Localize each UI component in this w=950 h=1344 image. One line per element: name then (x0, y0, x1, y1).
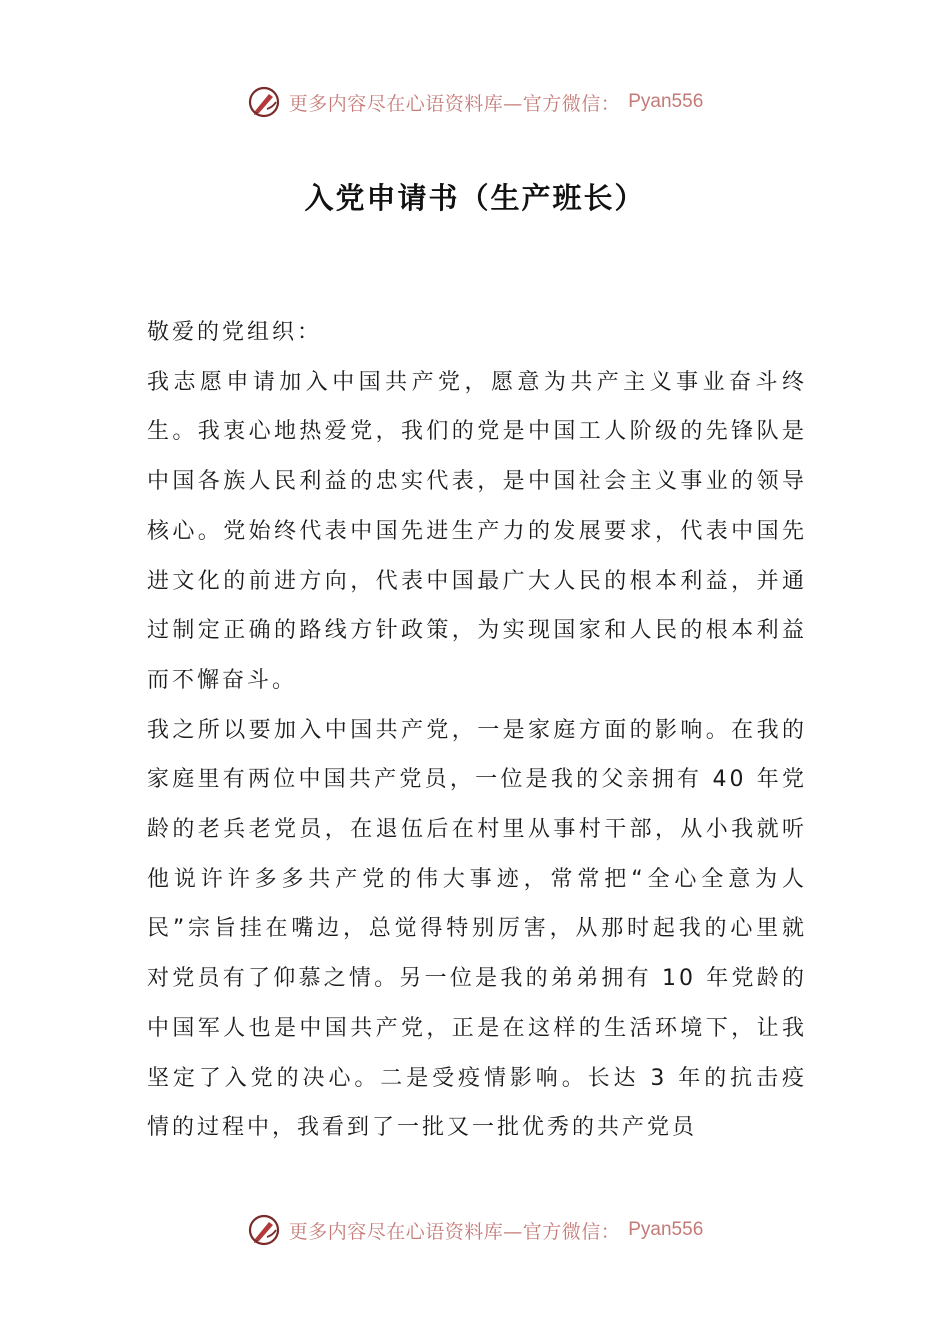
footer-banner-text: 更多内容尽在心语资料库—官方微信： (288, 1220, 621, 1243)
paragraph-1: 我志愿申请加入中国共产党，愿意为共产主义事业奋斗终生。我衷心地热爱党，我们的党是中国工人阶级的先锋队是中国各族人民利益的忠实代表，是中国社会主义事业的领导核心。党始终代表中国先进生产力的发展要求，代表中国先进文化的前进方向，代表中国最广大人民的根本利益，并通过制定正确的路线方针政策，为实现国家和人民的根本利益而不懈奋斗。 (147, 369, 807, 693)
document-body (147, 308, 807, 1153)
footer-wechat-id: Pyan556 (628, 1219, 704, 1240)
salutation: 敬爱的党组织： (147, 320, 323, 345)
pen-logo-icon (247, 85, 281, 119)
document-title: 入党申请书（生产班长） (304, 181, 646, 215)
header-watermark-banner (0, 82, 950, 122)
pen-logo-icon (247, 1213, 281, 1247)
paragraph-2: 我之所以要加入中国共产党，一是家庭方面的影响。在我的家庭里有两位中国共产党员，一位是我的父亲拥有 40 年党龄的老兵老党员，在退伍后在村里从事村干部，从小我就听他说许许多多共产党的伟大事迹，常常把“全心全意为人民”宗旨挂在嘴边，总觉得特别厉害，从那时起我的心里就对党员有了仰慕之情。另一位是我的弟弟拥有 10 年党龄的中国军人也是中国共产党，正是在这样的生活环境下，让我坚定了入党的决心。二是受疫情影响。长达 3 年的抗击疫情的过程中，我看到了一批又一批优秀的共产党员 (147, 717, 807, 1141)
footer-watermark-banner (0, 1210, 950, 1250)
header-banner-text: 更多内容尽在心语资料库—官方微信： (288, 92, 621, 115)
header-wechat-id: Pyan556 (628, 91, 704, 112)
